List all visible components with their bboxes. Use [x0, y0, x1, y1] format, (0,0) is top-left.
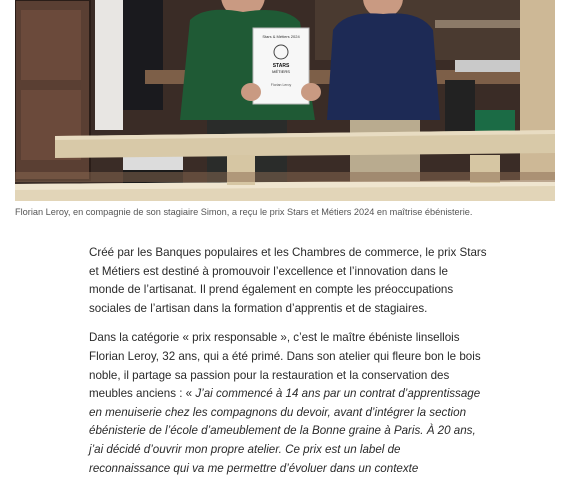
text-line: Dans la catégorie « prix responsable », c’est le maître ébéniste linsellois: [89, 331, 460, 345]
text-fragment: meubles anciens : «: [89, 387, 193, 401]
text-line: Créé par les Banques populaires et les Chambres de commerce, le prix Stars: [89, 246, 487, 259]
svg-text:MÉTIERS: MÉTIERS: [272, 69, 290, 74]
article-photo: [15, 0, 555, 201]
article-body: [89, 244, 487, 489]
quote-line: reconnaissance qui va me permettre d’évoluer dans un contexte: [89, 461, 419, 475]
text-line: noble, il partage sa passion pour la restauration et la conservation des: [89, 368, 450, 382]
article-paragraph-2: [89, 329, 481, 478]
workshop-photo: [15, 0, 555, 201]
text-line-mixed: [89, 385, 481, 404]
text-line: monde de l’artisanat. Il prend également en compte les préoccupations: [89, 283, 454, 297]
quote-fragment: J’ai commencé à 14 ans par un contrat d’apprentissage: [192, 387, 481, 401]
photo-caption: Florian Leroy, en compagnie de son stagiaire Simon, a reçu le prix Stars et Métiers 2024 en maîtrise ébénisterie.: [15, 207, 473, 217]
svg-text:Florian Leroy: Florian Leroy: [270, 83, 292, 87]
text-line: et Métiers est destiné à promouvoir l’excellence et l’innovation dans le: [89, 264, 448, 278]
svg-text:STARS: STARS: [272, 63, 290, 69]
text-line: Florian Leroy, 32 ans, qui a été primé. Dans son atelier qui fleure bon le bois: [89, 349, 481, 363]
text-line: sociales de l’artisan dans la formation d’apprentis et de stagiaires.: [89, 301, 428, 315]
quote-line: ébénisterie de l’école d’ameublement de la Bonne graine à Paris. À 20 ans,: [89, 424, 476, 438]
quote-line: j’ai décidé d’ouvrir mon propre atelier. Ce prix est un label de: [89, 442, 401, 456]
certificate-title: Stars & Métiers 2024: [262, 34, 300, 39]
quote-line: en menuiserie chez les compagnons du devoir, avant d’intégrer la section: [89, 405, 467, 419]
article-paragraph-1: [89, 244, 487, 318]
